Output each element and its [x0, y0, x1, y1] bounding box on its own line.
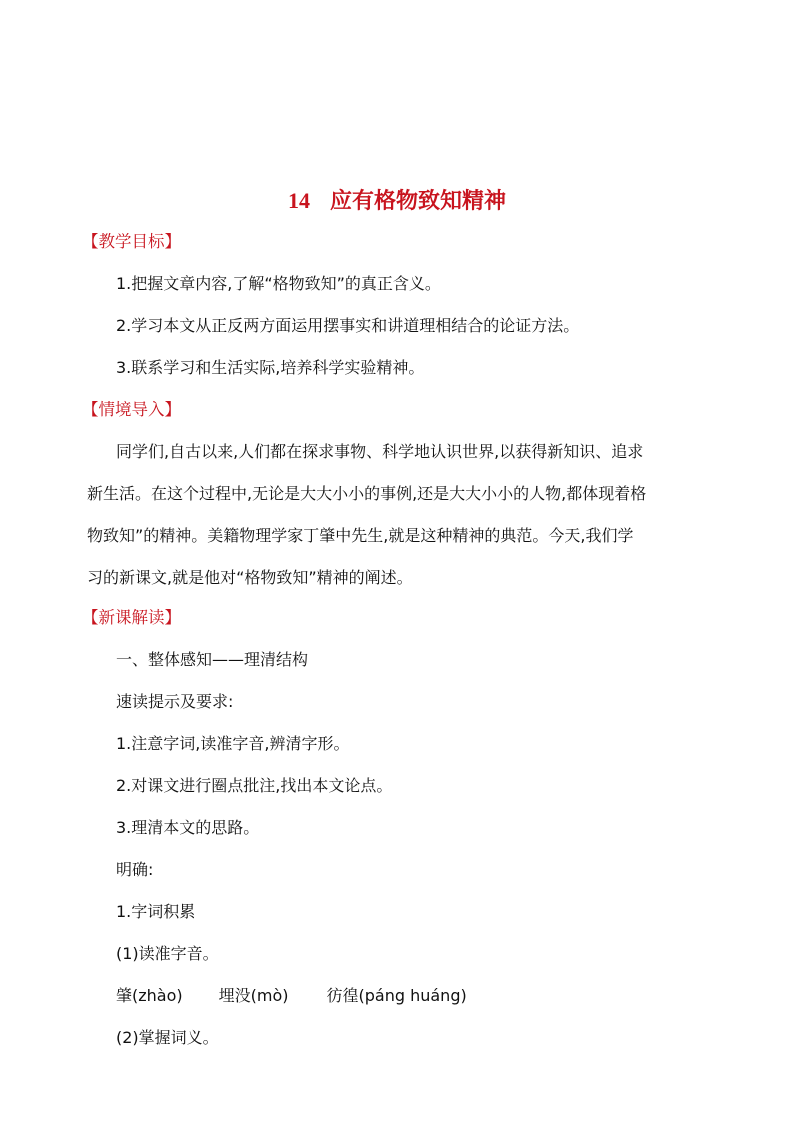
pronounce-heading: (1)读准字音。: [116, 944, 219, 963]
requirement-item: 1.注意字词,读准字音,辨清字形。: [116, 734, 350, 753]
page-title: [0, 184, 794, 219]
clarify-label: 明确:: [116, 860, 154, 879]
pronunciation-item: 肇(zhào): [116, 986, 183, 1005]
section-lesson-heading: 【新课解读】: [82, 608, 181, 627]
requirement-item: 2.对课文进行圈点批注,找出本文论点。: [116, 776, 393, 795]
pronunciation-item: 埋没(mò): [218, 986, 289, 1005]
pronunciation-item: 彷徨(páng huáng): [326, 986, 467, 1005]
part-heading: 一、整体感知——理清结构: [116, 650, 309, 669]
intro-line: 习的新课文,就是他对“格物致知”精神的阐述。: [87, 568, 413, 587]
vocab-heading: 1.字词积累: [116, 902, 196, 921]
intro-line: 新生活。在这个过程中,无论是大大小小的事例,还是大大小小的人物,都体现着格: [87, 484, 647, 503]
section-intro-heading: 【情境导入】: [82, 400, 181, 419]
intro-line: 同学们,自古以来,人们都在探求事物、科学地认识世界,以获得新知识、追求: [116, 442, 644, 461]
intro-line: 物致知”的精神。美籍物理学家丁肇中先生,就是这种精神的典范。今天,我们学: [87, 526, 634, 545]
goal-item: 3.联系学习和生活实际,培养科学实验精神。: [116, 358, 425, 377]
goal-item: 2.学习本文从正反两方面运用摆事实和讲道理相结合的论证方法。: [116, 316, 580, 335]
lesson-number: 14: [287, 188, 310, 213]
lesson-title: 应有格物致知精神: [329, 189, 506, 214]
section-goals-heading: 【教学目标】: [82, 232, 181, 251]
goal-item: 1.把握文章内容,了解“格物致知”的真正含义。: [116, 274, 441, 293]
reading-tips: 速读提示及要求:: [116, 692, 234, 711]
pronunciation-row: [116, 983, 467, 1009]
meaning-heading: (2)掌握词义。: [116, 1028, 219, 1047]
requirement-item: 3.理清本文的思路。: [116, 818, 260, 837]
